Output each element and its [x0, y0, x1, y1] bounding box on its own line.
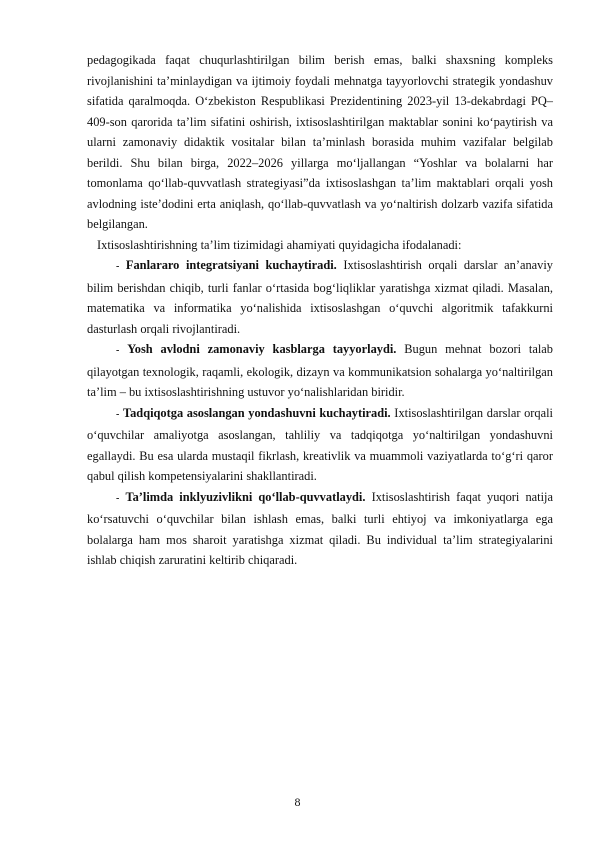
- list-item-text: Ixtisoslashtirish faqat yuqori natija ko‘rsatuvchi o‘quvchilar bilan ishlash emas, balki turli ehtiyoj va imkoniyatlarga ega bolalarga ham mos sharoit yaratishga xizmat qiladi. Bu individual ta’lim strategiyalarini ishlab chiqish zaruratini keltirib chiqaradi.: [87, 489, 553, 567]
- list-item-heading: Ta’limda inklyuzivlikni qo‘llab-quvvatlaydi.: [125, 489, 366, 504]
- list-item-dash: -: [116, 261, 120, 272]
- list-item-heading: Tadqiqotga asoslangan yondashuvni kuchaytiradi.: [122, 405, 391, 420]
- list-item-text: Bugun mehnat bozori talab qilayotgan texnologik, raqamli, ekologik, dizayn va kommunikatsion sohalarga yo‘naltirilgan ta’lim – bu ixtisoslashtirishning ustuvor yo‘nalishlaridan biridir.: [87, 342, 553, 399]
- list-item: [87, 403, 553, 487]
- list-item-text: Ixtisoslashtirish orqali darslar an’anaviy bilim berishdan chiqib, turli fanlar o‘rtasida bog‘liqliklar yaratishga xizmat qiladi. Masalan, matematika va informatika yo‘nalishida ixtisoslashgan o‘quvchi algoritmik tafakkurni dasturlash orqali rivojlantiradi.: [87, 258, 553, 336]
- list-item-text: Ixtisoslashtirilgan darslar orqali o‘quvchilar amaliyotga asoslangan, tahliliy va tadqiqotga yo‘naltirilgan yondashuvni egallaydi. Bu esa ularda mustaqil fikrlash, kreativlik va muammoli vaziyatlarda to‘g‘ri qaror qabul qilish kompetensiyalarini shakllantiradi.: [87, 405, 553, 483]
- intro-paragraph: Ixtisoslashtirishning ta’lim tizimidagi ahamiyati quyidagicha ifodalanadi:: [97, 237, 462, 252]
- page-number: 8: [294, 795, 301, 809]
- list-item-dash: -: [116, 408, 120, 420]
- list-item-dash: -: [116, 345, 120, 356]
- opening-paragraph: pedagogikada faqat chuqurlashtirilgan bilim berish emas, balki shaxsning kompleks rivojlanishini ta’minlaydigan va ijtimoiy foydali mehnatga tayyorlovchi strategik yondashuv sifatida qaralmoqda. O‘zbekiston Respublikasi Prezidentining 2023-yil 13-dekabrdagi PQ–409-son qarorida ta’lim sifatini oshirish, ixtisoslashtirilgan maktablar sonini ko‘paytirish va ularni zamonaviy didaktik vositalar bilan ta’minlash borasida muhim vazifalar belgilab berildi. Shu bilan birga, 2022–2026 yillarga mo‘ljallangan “Yoshlar va bolalarni har tomonlama qo‘llab-quvvatlash strategiyasi”da ixtisoslashgan ta’lim maktablari orqali yosh avlodning iste’dodini erta aniqlash, qo‘llab-quvvatlash va yo‘naltirish dolzarb vazifa sifatida belgilangan.: [87, 53, 553, 231]
- list-item-dash: -: [116, 492, 120, 504]
- list-item: [87, 255, 553, 339]
- list-item: [87, 339, 553, 403]
- list-item-heading: Yosh avlodni zamonaviy kasblarga tayyorlaydi.: [127, 342, 397, 356]
- list-item-heading: Fanlararo integratsiyani kuchaytiradi.: [125, 258, 337, 272]
- list-item: [87, 487, 553, 571]
- document-page: [87, 50, 553, 571]
